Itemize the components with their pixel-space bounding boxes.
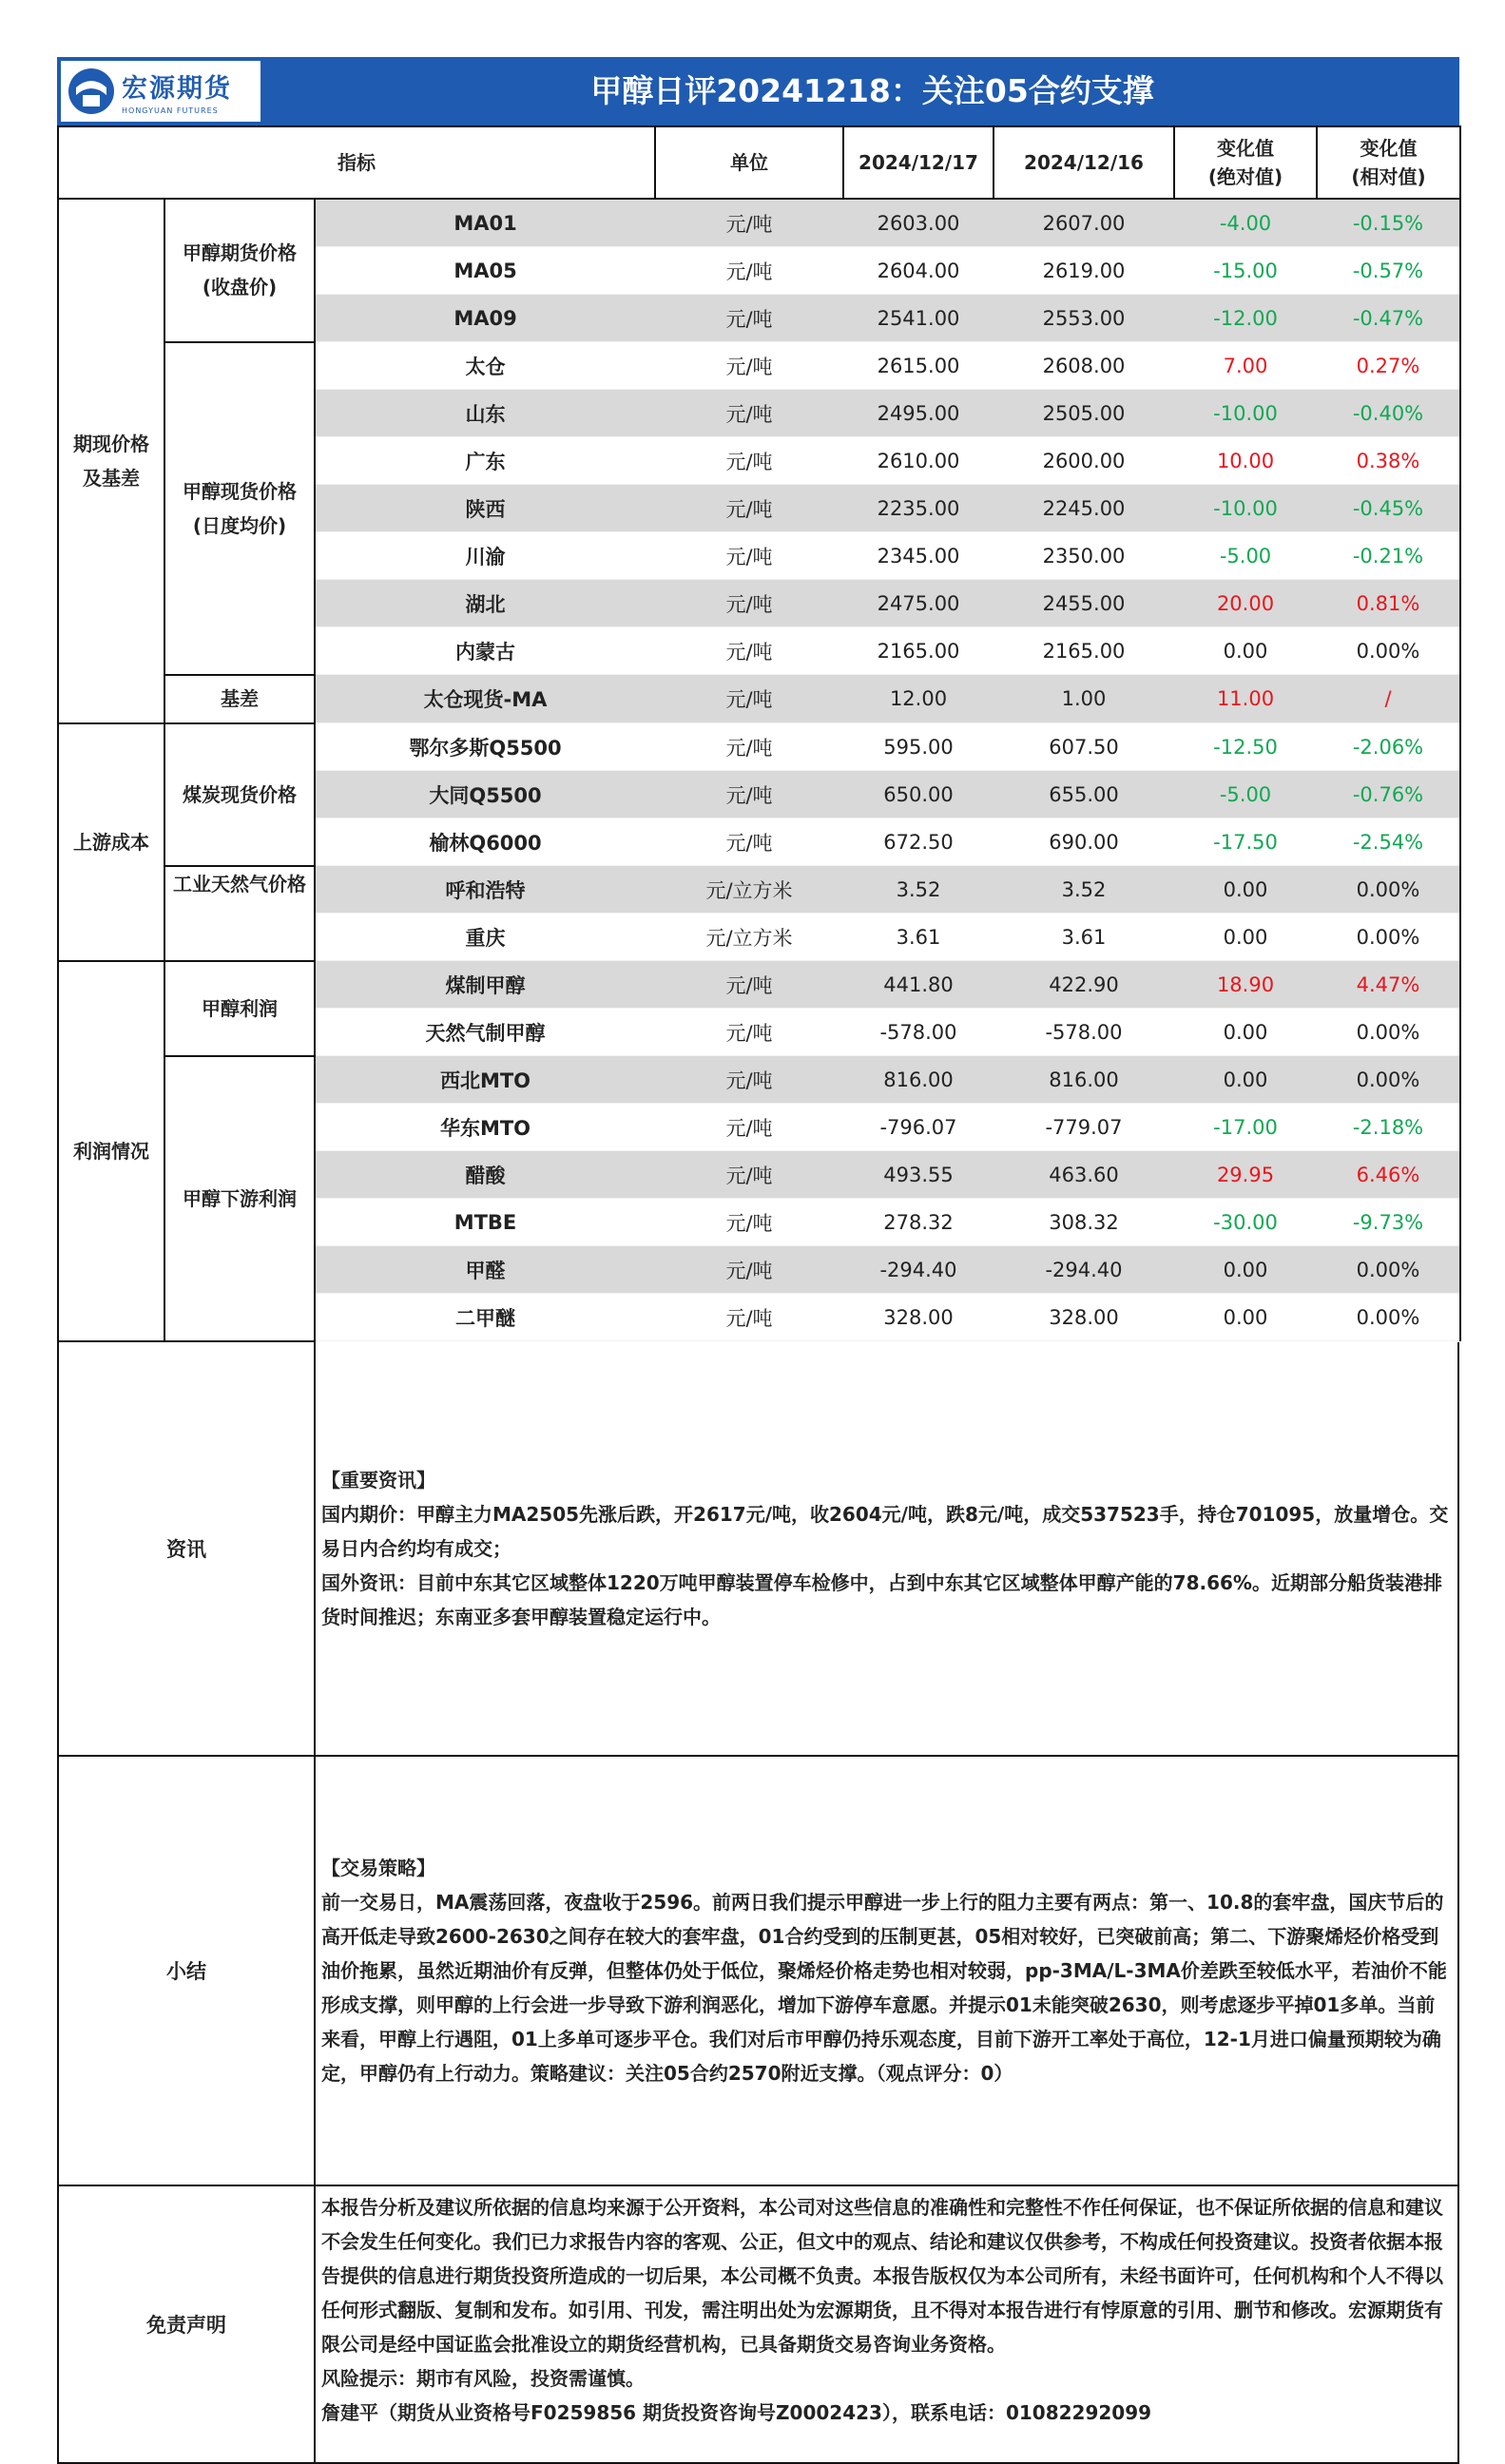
subgroup-basis-label: 基差 — [221, 687, 259, 710]
summary-section — [57, 1757, 1459, 2186]
unit-cell: 元/立方米 — [655, 914, 843, 961]
subgroup-spot-line2: (日度均价) — [192, 513, 287, 537]
indicator-name: 太仓 — [315, 342, 655, 390]
value-date2: 3.52 — [994, 866, 1174, 914]
rel-change-cell: 0.27% — [1317, 342, 1460, 390]
abs-change-cell: 20.00 — [1174, 580, 1317, 627]
value-date2: 655.00 — [994, 771, 1174, 818]
subgroup-downstream-profit-label: 甲醇下游利润 — [183, 1186, 297, 1210]
unit-cell: 元/吨 — [655, 1294, 843, 1341]
news-overseas: 国外资讯：目前中东其它区域整体1220万吨甲醇装置停车检修中，占到中东其它区域整体甲醇产能的78.66%。近期部分船货装港排货时间推迟；东南亚多套甲醇装置稳定运行中。 — [321, 1570, 1442, 1628]
table-row — [58, 866, 1460, 914]
unit-cell: 元/吨 — [655, 675, 843, 723]
unit-cell: 元/吨 — [655, 437, 843, 485]
indicator-name: 内蒙古 — [315, 627, 655, 675]
indicator-name: 榆林Q6000 — [315, 818, 655, 866]
subgroup-spot — [164, 342, 315, 675]
indicator-name: MTBE — [315, 1199, 655, 1246]
indicator-name: 山东 — [315, 390, 655, 437]
subgroup-downstream-profit — [164, 1056, 315, 1341]
table-row — [58, 342, 1460, 390]
abs-change-cell: 0.00 — [1174, 914, 1317, 961]
value-date2: 2455.00 — [994, 580, 1174, 627]
category-upstream-cost-label: 上游成本 — [73, 830, 149, 854]
table-row — [58, 723, 1460, 771]
table-row — [58, 961, 1460, 1009]
subgroup-methanol-profit-label: 甲醇利润 — [202, 996, 278, 1020]
col-header-date1: 2024/12/17 — [843, 126, 994, 199]
unit-cell: 元/吨 — [655, 247, 843, 295]
unit-cell: 元/吨 — [655, 295, 843, 342]
unit-cell: 元/吨 — [655, 532, 843, 580]
abs-change-cell: 0.00 — [1174, 1009, 1317, 1056]
subgroup-methanol-profit — [164, 961, 315, 1056]
abs-change-cell: 11.00 — [1174, 675, 1317, 723]
subgroup-coal-label: 煤炭现货价格 — [183, 782, 297, 806]
category-price-basis-line2: 及基差 — [83, 466, 140, 490]
rel-change-cell: -0.15% — [1317, 199, 1460, 247]
abs-change-cell: -5.00 — [1174, 532, 1317, 580]
value-date2: 690.00 — [994, 818, 1174, 866]
col-header-indicator: 指标 — [58, 126, 655, 199]
category-price-basis — [58, 199, 164, 723]
value-date1: 3.52 — [843, 866, 994, 914]
rel-change-cell: 0.00% — [1317, 1294, 1460, 1341]
value-date1: 328.00 — [843, 1294, 994, 1341]
category-price-basis-line1: 期现价格 — [73, 432, 149, 455]
rel-change-cell: -0.45% — [1317, 485, 1460, 532]
value-date1: 2541.00 — [843, 295, 994, 342]
indicator-name: 华东MTO — [315, 1104, 655, 1151]
category-upstream-cost — [58, 723, 164, 961]
indicator-name: 甲醛 — [315, 1246, 655, 1294]
value-date1: 278.32 — [843, 1199, 994, 1246]
logo-mark-icon — [67, 67, 116, 116]
abs-change-cell: -10.00 — [1174, 485, 1317, 532]
indicator-name: 醋酸 — [315, 1151, 655, 1199]
report-header — [57, 57, 1459, 125]
summary-heading: 【交易策略】 — [321, 1856, 435, 1879]
rel-change-cell: / — [1317, 675, 1460, 723]
abs-change-line1: 变化值 — [1217, 137, 1274, 160]
rel-change-line2: (相对值) — [1351, 165, 1426, 188]
indicator-name: 天然气制甲醇 — [315, 1009, 655, 1056]
news-section — [57, 1342, 1459, 1757]
abs-change-cell: 7.00 — [1174, 342, 1317, 390]
category-profit-label: 利润情况 — [73, 1139, 149, 1163]
rel-change-cell: 0.00% — [1317, 1009, 1460, 1056]
summary-label: 小结 — [59, 1757, 316, 2185]
indicator-name: 湖北 — [315, 580, 655, 627]
indicator-table — [57, 125, 1461, 1342]
value-date2: 328.00 — [994, 1294, 1174, 1341]
rel-change-cell: 4.47% — [1317, 961, 1460, 1009]
abs-change-cell: -30.00 — [1174, 1199, 1317, 1246]
value-date2: 1.00 — [994, 675, 1174, 723]
rel-change-cell: -0.57% — [1317, 247, 1460, 295]
news-heading: 【重要资讯】 — [321, 1468, 435, 1492]
report-sheet — [57, 57, 1459, 2464]
unit-cell: 元/吨 — [655, 390, 843, 437]
value-date1: 595.00 — [843, 723, 994, 771]
subgroup-futures-line2: (收盘价) — [202, 276, 278, 299]
unit-cell: 元/吨 — [655, 1199, 843, 1246]
risk-warning: 风险提示：期市有风险，投资需谨慎。 — [321, 2366, 645, 2390]
indicator-name: MA01 — [315, 199, 655, 247]
news-label: 资讯 — [59, 1342, 316, 1755]
disclaimer-text: 本报告分析及建议所依据的信息均来源于公开资料，本公司对这些信息的准确性和完整性不作任何保证，也不保证所依据的信息和建议不会发生任何变化。我们已力求报告内容的客观、公正，但文中的观点、结论和建议仅供参考，不构成任何投资建议。投资者依据本报告提供的信息进行期货投资所造成的一切后果，本公司概不负责。本报告版权仅为本公司所有，未经书面许可，任何机构和个人不得以任何形式翻版、复制和发布。如引用、刊发，需注明出处为宏源期货，且不得对本报告进行有悖原意的引用、删节和修改。宏源期货有限公司是经中国证监会批准设立的期货经营机构，已具备期货交易咨询业务资格。 — [321, 2195, 1443, 2356]
value-date2: 422.90 — [994, 961, 1174, 1009]
rel-change-line1: 变化值 — [1360, 137, 1418, 160]
subgroup-basis — [164, 675, 315, 723]
value-date1: 2610.00 — [843, 437, 994, 485]
col-header-abs-change — [1174, 126, 1317, 199]
unit-cell: 元/吨 — [655, 342, 843, 390]
rel-change-cell: -2.06% — [1317, 723, 1460, 771]
value-date1: 12.00 — [843, 675, 994, 723]
indicator-name: 西北MTO — [315, 1056, 655, 1104]
unit-cell: 元/吨 — [655, 1009, 843, 1056]
col-header-rel-change — [1317, 126, 1460, 199]
unit-cell: 元/吨 — [655, 1246, 843, 1294]
rel-change-cell: 0.00% — [1317, 627, 1460, 675]
value-date1: 2495.00 — [843, 390, 994, 437]
value-date1: 650.00 — [843, 771, 994, 818]
subgroup-spot-line1: 甲醇现货价格 — [183, 479, 297, 503]
unit-cell: 元/吨 — [655, 961, 843, 1009]
logo-name-cn: 宏源期货 — [122, 74, 232, 104]
rel-change-cell: 0.00% — [1317, 1056, 1460, 1104]
table-row — [58, 199, 1460, 247]
value-date2: 463.60 — [994, 1151, 1174, 1199]
value-date2: -294.40 — [994, 1246, 1174, 1294]
value-date2: 2165.00 — [994, 627, 1174, 675]
unit-cell: 元/吨 — [655, 1056, 843, 1104]
value-date2: 607.50 — [994, 723, 1174, 771]
value-date1: 816.00 — [843, 1056, 994, 1104]
logo-name-en: HONGYUAN FUTURES — [122, 106, 219, 115]
value-date1: 2475.00 — [843, 580, 994, 627]
news-domestic: 国内期价：甲醇主力MA2505先涨后跌，开2617元/吨，收2604元/吨，跌8元/吨，成交537523手，持仓701095，放量增仓。交易日内合约均有成交； — [321, 1502, 1449, 1560]
indicator-name: 太仓现货-MA — [315, 675, 655, 723]
value-date2: 308.32 — [994, 1199, 1174, 1246]
disclaimer-section — [57, 2186, 1459, 2464]
value-date2: 2553.00 — [994, 295, 1174, 342]
value-date2: 2350.00 — [994, 532, 1174, 580]
rel-change-cell: 0.00% — [1317, 866, 1460, 914]
rel-change-cell: 0.00% — [1317, 1246, 1460, 1294]
rel-change-cell: 0.00% — [1317, 914, 1460, 961]
table-row — [58, 675, 1460, 723]
value-date2: 2619.00 — [994, 247, 1174, 295]
indicator-name: 二甲醚 — [315, 1294, 655, 1341]
disclaimer-label: 免责声明 — [59, 2186, 316, 2462]
table-header-row — [58, 126, 1460, 199]
unit-cell: 元/吨 — [655, 580, 843, 627]
subgroup-futures — [164, 199, 315, 342]
report-title: 甲醇日评20241218：关注05合约支撑 — [590, 72, 1154, 109]
abs-change-cell: 0.00 — [1174, 866, 1317, 914]
unit-cell: 元/吨 — [655, 199, 843, 247]
value-date2: -578.00 — [994, 1009, 1174, 1056]
unit-cell: 元/吨 — [655, 1104, 843, 1151]
rel-change-cell: -0.76% — [1317, 771, 1460, 818]
abs-change-cell: 0.00 — [1174, 1294, 1317, 1341]
indicator-name: 鄂尔多斯Q5500 — [315, 723, 655, 771]
value-date2: 2245.00 — [994, 485, 1174, 532]
indicator-name: 呼和浩特 — [315, 866, 655, 914]
value-date1: 2604.00 — [843, 247, 994, 295]
rel-change-cell: -0.21% — [1317, 532, 1460, 580]
col-header-date2: 2024/12/16 — [994, 126, 1174, 199]
rel-change-cell: 0.81% — [1317, 580, 1460, 627]
value-date1: 493.55 — [843, 1151, 994, 1199]
value-date1: 441.80 — [843, 961, 994, 1009]
abs-change-cell: -10.00 — [1174, 390, 1317, 437]
value-date2: 2505.00 — [994, 390, 1174, 437]
unit-cell: 元/立方米 — [655, 866, 843, 914]
value-date2: -779.07 — [994, 1104, 1174, 1151]
analyst-contact: 詹建平（期货从业资格号F0259856 期货投资咨询号Z0002423），联系电话：01082292099 — [321, 2400, 1152, 2424]
subgroup-gas-label: 工业天然气价格 — [173, 872, 306, 895]
abs-change-cell: -4.00 — [1174, 199, 1317, 247]
abs-change-cell: 10.00 — [1174, 437, 1317, 485]
rel-change-cell: 0.38% — [1317, 437, 1460, 485]
value-date1: 2165.00 — [843, 627, 994, 675]
indicator-name: 煤制甲醇 — [315, 961, 655, 1009]
unit-cell: 元/吨 — [655, 723, 843, 771]
abs-change-cell: -12.00 — [1174, 295, 1317, 342]
value-date1: 2235.00 — [843, 485, 994, 532]
abs-change-cell: 0.00 — [1174, 1246, 1317, 1294]
rel-change-cell: 6.46% — [1317, 1151, 1460, 1199]
value-date1: 3.61 — [843, 914, 994, 961]
indicator-name: 陕西 — [315, 485, 655, 532]
unit-cell: 元/吨 — [655, 627, 843, 675]
value-date2: 816.00 — [994, 1056, 1174, 1104]
value-date1: 2603.00 — [843, 199, 994, 247]
abs-change-cell: 29.95 — [1174, 1151, 1317, 1199]
rel-change-cell: -9.73% — [1317, 1199, 1460, 1246]
indicator-name: 广东 — [315, 437, 655, 485]
abs-change-cell: -17.00 — [1174, 1104, 1317, 1151]
indicator-name: 大同Q5500 — [315, 771, 655, 818]
indicator-name: MA09 — [315, 295, 655, 342]
abs-change-cell: -12.50 — [1174, 723, 1317, 771]
abs-change-cell: 0.00 — [1174, 627, 1317, 675]
summary-text: 前一交易日，MA震荡回落，夜盘收于2596。前两日我们提示甲醇进一步上行的阻力主要有两点：第一、10.8的套牢盘，国庆节后的高开低走导致2600-2630之间存在较大的套牢盘，01合约受到的压制更甚，05相对较好，已突破前高；第二、下游聚烯烃价格受到油价拖累，虽然近期油价有反弹，但整体仍处于低位，聚烯烃价格走势也相对较弱，pp-3MA/L-3MA价差跌至较低水平，若油价不能形成支撑，则甲醇的上行会进一步导致下游利润恶化，增加下游停车意愿。并提示01未能突破2630，则考虑逐步平掉01多单。当前来看，甲醇上行遇阻，01上多单可逐步平仓。我们对后市甲醇仍持乐观态度，目前下游开工率处于高位，12-1月进口偏量预期较为确定，甲醇仍有上行动力。策略建议：关注05合约2570附近支撑。（观点评分：0） — [321, 1890, 1447, 2085]
abs-change-cell: -5.00 — [1174, 771, 1317, 818]
value-date2: 2608.00 — [994, 342, 1174, 390]
indicator-name: 重庆 — [315, 914, 655, 961]
abs-change-cell: -15.00 — [1174, 247, 1317, 295]
abs-change-cell: 18.90 — [1174, 961, 1317, 1009]
category-profit — [58, 961, 164, 1341]
rel-change-cell: -0.47% — [1317, 295, 1460, 342]
unit-cell: 元/吨 — [655, 818, 843, 866]
unit-cell: 元/吨 — [655, 1151, 843, 1199]
rel-change-cell: -0.40% — [1317, 390, 1460, 437]
subgroup-gas — [164, 866, 315, 961]
subgroup-coal — [164, 723, 315, 866]
rel-change-cell: -2.54% — [1317, 818, 1460, 866]
value-date1: 2615.00 — [843, 342, 994, 390]
value-date2: 3.61 — [994, 914, 1174, 961]
rel-change-cell: -2.18% — [1317, 1104, 1460, 1151]
abs-change-cell: -17.50 — [1174, 818, 1317, 866]
unit-cell: 元/吨 — [655, 771, 843, 818]
value-date1: -294.40 — [843, 1246, 994, 1294]
value-date1: 2345.00 — [843, 532, 994, 580]
table-row — [58, 1056, 1460, 1104]
company-logo — [61, 61, 260, 122]
indicator-name: MA05 — [315, 247, 655, 295]
value-date1: -578.00 — [843, 1009, 994, 1056]
value-date2: 2600.00 — [994, 437, 1174, 485]
value-date1: -796.07 — [843, 1104, 994, 1151]
subgroup-futures-line1: 甲醇期货价格 — [183, 241, 297, 265]
unit-cell: 元/吨 — [655, 485, 843, 532]
abs-change-line2: (绝对值) — [1207, 165, 1283, 188]
col-header-unit: 单位 — [655, 126, 843, 199]
abs-change-cell: 0.00 — [1174, 1056, 1317, 1104]
indicator-name: 川渝 — [315, 532, 655, 580]
value-date2: 2607.00 — [994, 199, 1174, 247]
value-date1: 672.50 — [843, 818, 994, 866]
